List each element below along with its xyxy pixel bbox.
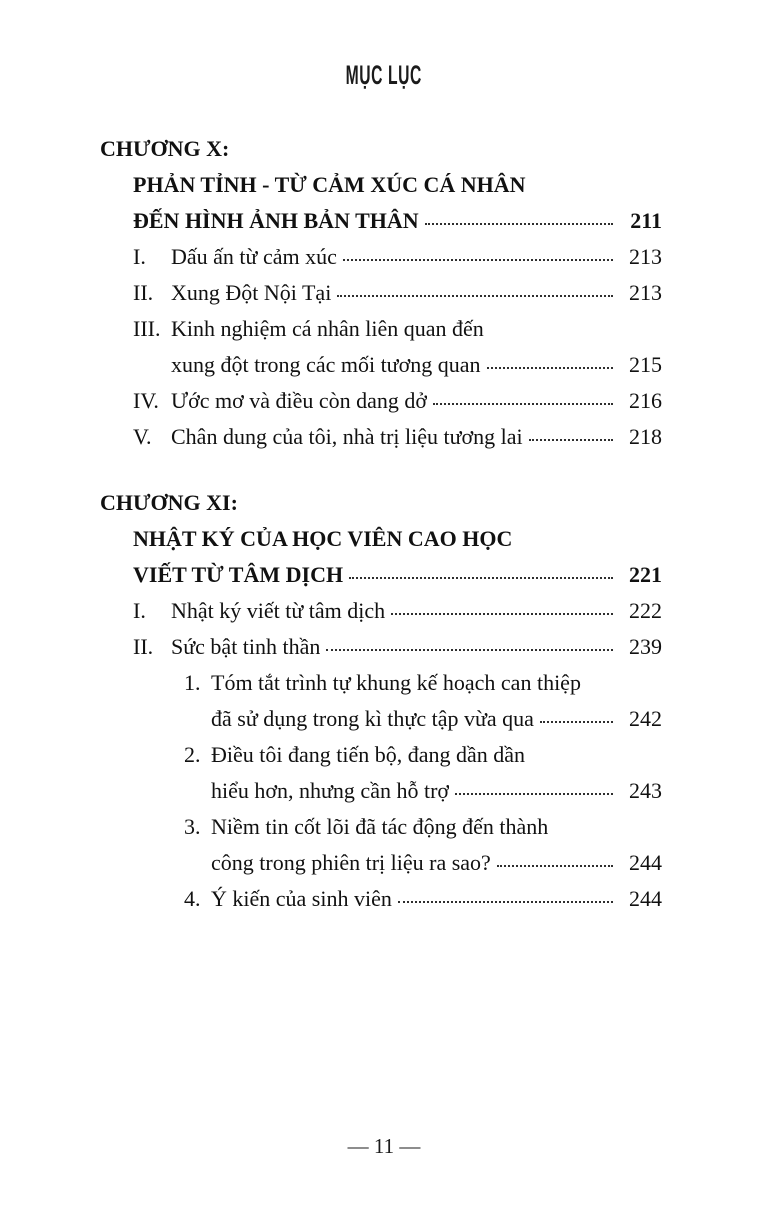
chapter-block [100, 485, 662, 917]
toc-entry-marker: II. [133, 634, 154, 659]
toc-page-number: 218 [629, 424, 662, 449]
toc-row [184, 665, 662, 701]
toc-entry-marker: I. [133, 598, 146, 623]
toc-entry-marker: V. [133, 424, 152, 449]
toc-entry-marker: 1. [184, 670, 201, 695]
toc-entry-marker: 4. [184, 886, 201, 911]
dot-leader [540, 721, 613, 723]
toc-page-number: 239 [629, 634, 662, 659]
dot-leader [391, 613, 613, 615]
toc-entry-marker: II. [133, 280, 154, 305]
toc-entry-text: VIẾT TỪ TÂM DỊCH [133, 562, 344, 587]
toc-row [184, 737, 662, 773]
toc-entry-text: Sức bật tinh thần [171, 634, 321, 659]
toc-entry-text: Niềm tin cốt lõi đã tác động đến thành [211, 814, 549, 839]
toc-row [133, 203, 662, 239]
toc-entry-text: ĐẾN HÌNH ẢNH BẢN THÂN [133, 208, 419, 233]
toc-row [133, 383, 662, 419]
dot-leader [337, 295, 613, 297]
page-number-label: — 11 — [347, 1134, 421, 1158]
dot-leader [425, 223, 613, 225]
toc-entry-text: PHẢN TỈNH - TỪ CẢM XÚC CÁ NHÂN [133, 172, 526, 197]
toc-row [133, 167, 662, 203]
toc-entry-marker: IV. [133, 388, 159, 413]
toc-row [133, 629, 662, 665]
toc-entry-text: Ý kiến của sinh viên [211, 886, 392, 911]
toc-page-number: 244 [629, 850, 662, 875]
dot-leader [529, 439, 613, 441]
chapter-rows [100, 167, 662, 455]
toc-row [133, 557, 662, 593]
chapter-label: CHƯƠNG XI: [100, 490, 238, 515]
toc-entry-text: công trong phiên trị liệu ra sao? [211, 850, 491, 875]
toc-entry-text: Nhật ký viết từ tâm dịch [171, 598, 386, 623]
dot-leader [343, 259, 613, 261]
toc-page-number: 213 [629, 280, 662, 305]
dot-leader [487, 367, 613, 369]
table-of-contents [100, 131, 662, 917]
toc-entry-marker: 3. [184, 814, 201, 839]
toc-row [133, 311, 662, 347]
toc-entry-text: Chân dung của tôi, nhà trị liệu tương lai [171, 424, 523, 449]
toc-page-number: 213 [629, 244, 662, 269]
dot-leader [326, 649, 613, 651]
toc-page-number: 242 [629, 706, 662, 731]
toc-entry-text: Ước mơ và điều còn dang dở [171, 388, 428, 413]
footer-page-number [0, 1134, 768, 1159]
dot-leader [349, 577, 613, 579]
dot-leader [497, 865, 613, 867]
dot-leader [433, 403, 613, 405]
toc-row [184, 809, 662, 845]
toc-entry-text: Kinh nghiệm cá nhân liên quan đến [171, 316, 484, 341]
dot-leader [455, 793, 613, 795]
toc-row [211, 845, 662, 881]
toc-entry-marker: I. [133, 244, 146, 269]
toc-entry-text: hiểu hơn, nhưng cần hỗ trợ [211, 778, 450, 803]
toc-entry-text: Điều tôi đang tiến bộ, đang dần dần [211, 742, 526, 767]
toc-page-number: 243 [629, 778, 662, 803]
toc-entry-text: xung đột trong các mối tương quan [171, 352, 481, 377]
toc-page-number: 216 [629, 388, 662, 413]
toc-row [133, 275, 662, 311]
toc-entry-text: NHẬT KÝ CỦA HỌC VIÊN CAO HỌC [133, 526, 513, 551]
toc-page-number: 221 [629, 562, 662, 587]
toc-entry-marker: 2. [184, 742, 201, 767]
toc-row [184, 881, 662, 917]
toc-entry-text: đã sử dụng trong kì thực tập vừa qua [211, 706, 534, 731]
dot-leader [398, 901, 613, 903]
toc-page-number: 211 [630, 208, 662, 233]
chapter-block [100, 131, 662, 455]
toc-row [211, 773, 662, 809]
page-header [0, 0, 768, 91]
page-title: MỤC LỤC [345, 60, 423, 90]
toc-entry-text: Tóm tắt trình tự khung kế hoạch can thiệp [211, 670, 581, 695]
toc-entry-text: Dấu ấn từ cảm xúc [171, 244, 337, 269]
toc-row [133, 521, 662, 557]
chapter-label: CHƯƠNG X: [100, 136, 230, 161]
toc-entry-text: Xung Đột Nội Tại [171, 280, 332, 305]
toc-row [133, 419, 662, 455]
toc-entry-marker: III. [133, 316, 161, 341]
toc-row [133, 593, 662, 629]
toc-page-number: 215 [629, 352, 662, 377]
toc-row [171, 347, 662, 383]
toc-page-number: 222 [629, 598, 662, 623]
toc-page-number: 244 [629, 886, 662, 911]
toc-row [211, 701, 662, 737]
toc-row [133, 239, 662, 275]
chapter-rows [100, 521, 662, 917]
